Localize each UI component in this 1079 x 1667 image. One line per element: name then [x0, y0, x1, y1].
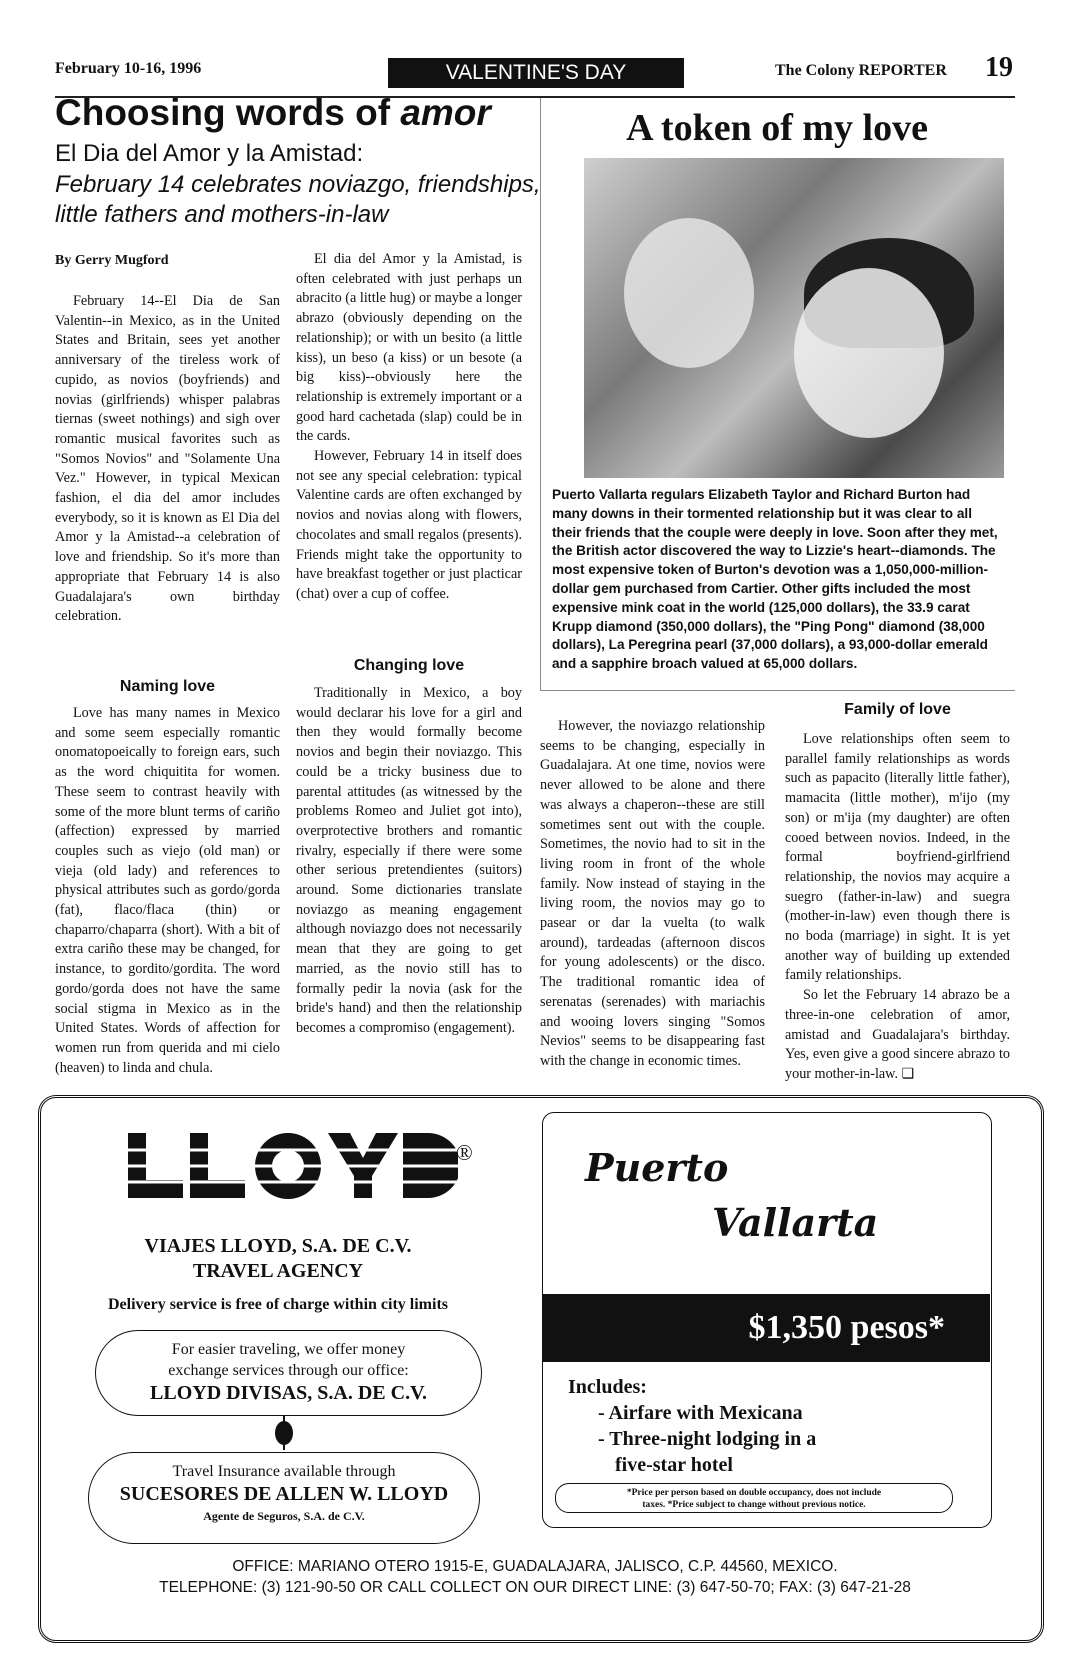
office-telephone: TELEPHONE: (3) 121-90-50 OR CALL COLLECT ON OUR DIRECT LINE: (3) 647-50-70; FAX: (3) 647-21-28: [159, 1579, 911, 1596]
photo-face-left: [624, 218, 754, 368]
include-item: five-star hotel: [615, 1454, 733, 1476]
photo-caption: Puerto Vallarta regulars Elizabeth Taylor and Richard Burton had many downs in their tormented relationship but it was clear to all their friends that the couple were deeply in love. Soon after they met, the British actor discovered the way to Lizzie's heart--diamonds. The most expensive token of Burton's devotion was a 1,050,000-million-dollar gem purchased from Cartier. Other gifts included the most expensive mink coat in the world (125,000 dollars), the 33.9 carat Krupp diamond (350,000 dollars), the "Ping Pong" diamond (38,000 dollars), La Peregrina pearl (37,000 dollars), a 93,000-dollar emerald and a sapphire broach valued at 65,000 dollars.: [552, 487, 998, 672]
money-exchange-box: [95, 1330, 482, 1416]
insurance-box: [88, 1452, 480, 1544]
connector-icon: [272, 1416, 296, 1450]
money-office-name: LLOYD DIVISAS, S.A. DE C.V.: [150, 1382, 427, 1404]
logo-text: LLOYD: [293, 1128, 297, 1129]
paragraph: However, the noviazgo relationship seems to be changing, especially in Guadalajara. At one time, novios were never allowed to be alone and there was always a chaperon--these are still sometimes sent out with the couple. Sometimes, the novio had to sit in the living room in front of the whole family. Now instead of staying in the living room, the novios may go to pasear or dar la vuelta (to walk around), tardeadas (afternoon discos for young adolescents) or the disco. The traditional romantic idea of serenatas (serenades) with mariachis and wooing lovers singing "Somos Nevios" seems to be disappearing fast with the change in economic times.: [540, 718, 765, 1069]
article-headline: [55, 92, 491, 134]
subhead-family-love: Family of love: [844, 701, 951, 718]
office-address: OFFICE: MARIANO OTERO 1915-E, GUADALAJARA, JALISCO, C.P. 44560, MEXICO.: [232, 1558, 838, 1575]
paragraph: February 14--El Dia de San Valentin--in Mexico, as in the United States and Britain, sees yet another anniversary of the tireless work of cupido, as novios (boyfriends) and novias (girlfriends) whisper palabras tiernas (sweet nothings) and sigh over romantic musical favorites such as "Somos Novios" and "Solamente Una Vez." However, in typical Mexican fashion, el dia del amor includes everybody, so it is known as El Dia del Amor y la Amistad--a celebration of love and friendship. So it's more than appropriate that February 14 is also Guadalajara's own birthday celebration.: [55, 293, 280, 625]
money-line-2: exchange services through our office:: [168, 1362, 409, 1379]
article-subtitle-2: February 14 celebrates noviazgo, friendships, little fathers and mothers-in-law: [55, 171, 541, 228]
price-footnote: [555, 1483, 953, 1513]
newspaper-name: The Colony REPORTER: [775, 62, 947, 79]
pv-title-vallarta: Vallarta: [712, 1200, 879, 1245]
paragraph: Traditionally in Mexico, a boy would declarar his love for a girl and then they would formally become novios and begin their noviazgo. This could be a tricky business due to parental attitudes (as witnessed by the problems Romeo and Juliet got into), overprotective brothers and romantic rivalry, especially if there were some other serious pretendientes (suitors) around. Some dictionaries translate noviazgo as meaning engagement although noviazgo does not necessarily mean that they are going to get married, as the novio still has to formally pedir la novia (ask for the bride's hand) and then the relationship becomes a compromiso (engagement).: [296, 685, 522, 1036]
subhead-naming-love: Naming love: [119, 678, 216, 695]
money-line-1: For easier traveling, we offer money: [171, 1341, 406, 1358]
include-item: - Three-night lodging in a: [598, 1428, 817, 1450]
paragraph: El dia del Amor y la Amistad, is often celebrated with just perhaps un abracito (a little hug) or maybe a longer abrazo (obviously depending on the relationship); or with un besito (a little kiss), un beso (a kiss) or un besote (a big kiss)--obviously here the relationship is extremely important or a good hard cachetada (slap) could be in the cards.: [296, 251, 522, 445]
price-banner: $1,350 pesos*: [543, 1294, 990, 1362]
column-2-continued: [296, 684, 522, 1039]
pv-title-puerto: Puerto: [585, 1145, 729, 1190]
insurance-line: Travel Insurance available through: [172, 1463, 396, 1480]
paragraph: However, February 14 in itself does not see any special celebration: typical Valentine cards are often exchanged by novios and novias along with flowers, chocolates and small regalos (presents). Friends might take the opportunity to have breakfast together or just placticar (chat) over a cup of coffee.: [296, 448, 522, 602]
headline-text: Choosing words of: [55, 92, 391, 133]
footnote-line-1: *Price per person based on double occupancy, does not include: [626, 1488, 882, 1498]
column-1: [55, 292, 280, 627]
section-banner: VALENTINE'S DAY: [388, 58, 684, 88]
includes-heading: Includes:: [568, 1376, 647, 1398]
registered-mark: ®: [456, 1140, 473, 1165]
company-name: VIAJES LLOYD, S.A. DE C.V.: [144, 1235, 412, 1257]
subhead-changing-love: Changing love: [353, 657, 465, 674]
column-3: [540, 717, 765, 1072]
paragraph: Love has many names in Mexico and some seem especially romantic onomatopoeically to foreign ears, such as the word chiquitita for women. These seem to contrast heavily with some of the more blunt terms of cariño (affection) expressed by married couples such as viejo (old man) or vieja (old lady) and references to physical attributes such as gordo/gorda (fat), flaco/flaca (thin) or chaparro/chaparra (short). With a bit of extra cariño these may be changed, for instance, to gordito/gordita. The word gordo/gorda does not have the same social stigma in Mexico as in the United States. Words of affection for women run from querida and mi cielo (heaven) to linda and chula.: [55, 705, 280, 1076]
page-number: 19: [985, 52, 1013, 83]
column-4: [785, 730, 1010, 1085]
delivery-note: Delivery service is free of charge within city limits: [107, 1296, 449, 1313]
byline: By Gerry Mugford: [55, 253, 169, 268]
office-contact: [60, 1556, 1010, 1598]
paragraph: So let the February 14 abrazo be a three-in-one celebration of amor, amistad and Guadalajara's birthday. Yes, even give a good sincere abrazo to your mother-in-law. ❑: [785, 987, 1010, 1082]
include-item: - Airfare with Mexicana: [598, 1402, 803, 1424]
agency-label: TRAVEL AGENCY: [192, 1260, 364, 1282]
lloyd-logo: [128, 1128, 458, 1203]
article-subtitle-1: El Dia del Amor y la Amistad:: [55, 140, 364, 167]
column-1-continued: [55, 704, 280, 1078]
column-2: [296, 250, 522, 605]
headline-emphasis: amor: [400, 92, 491, 133]
insurance-subtitle: Agente de Seguros, S.A. de C.V.: [203, 1509, 365, 1523]
footnote-line-2: taxes. *Price subject to change without previous notice.: [642, 1500, 866, 1510]
photo-face-right: [794, 268, 944, 438]
sidebar-title: A token of my love: [626, 107, 928, 149]
taylor-burton-photo: [584, 158, 1004, 478]
insurance-company: SUCESORES DE ALLEN W. LLOYD: [119, 1483, 449, 1505]
issue-date: February 10-16, 1996: [55, 60, 202, 77]
paragraph: Love relationships often seem to parallel family relationships as words such as papacito (literally little father), mamacita (little mother), m'ijo (my son) or m'ija (my daughter) are often cooed between novios. Indeed, in the formal boyfriend-girlfriend relationship, the novios may acquire a suegro (father-in-law) and suegra (mother-in-law) even though there is no boda (marriage) in sight. It is yet another way of building up extended family relationships.: [785, 731, 1010, 984]
